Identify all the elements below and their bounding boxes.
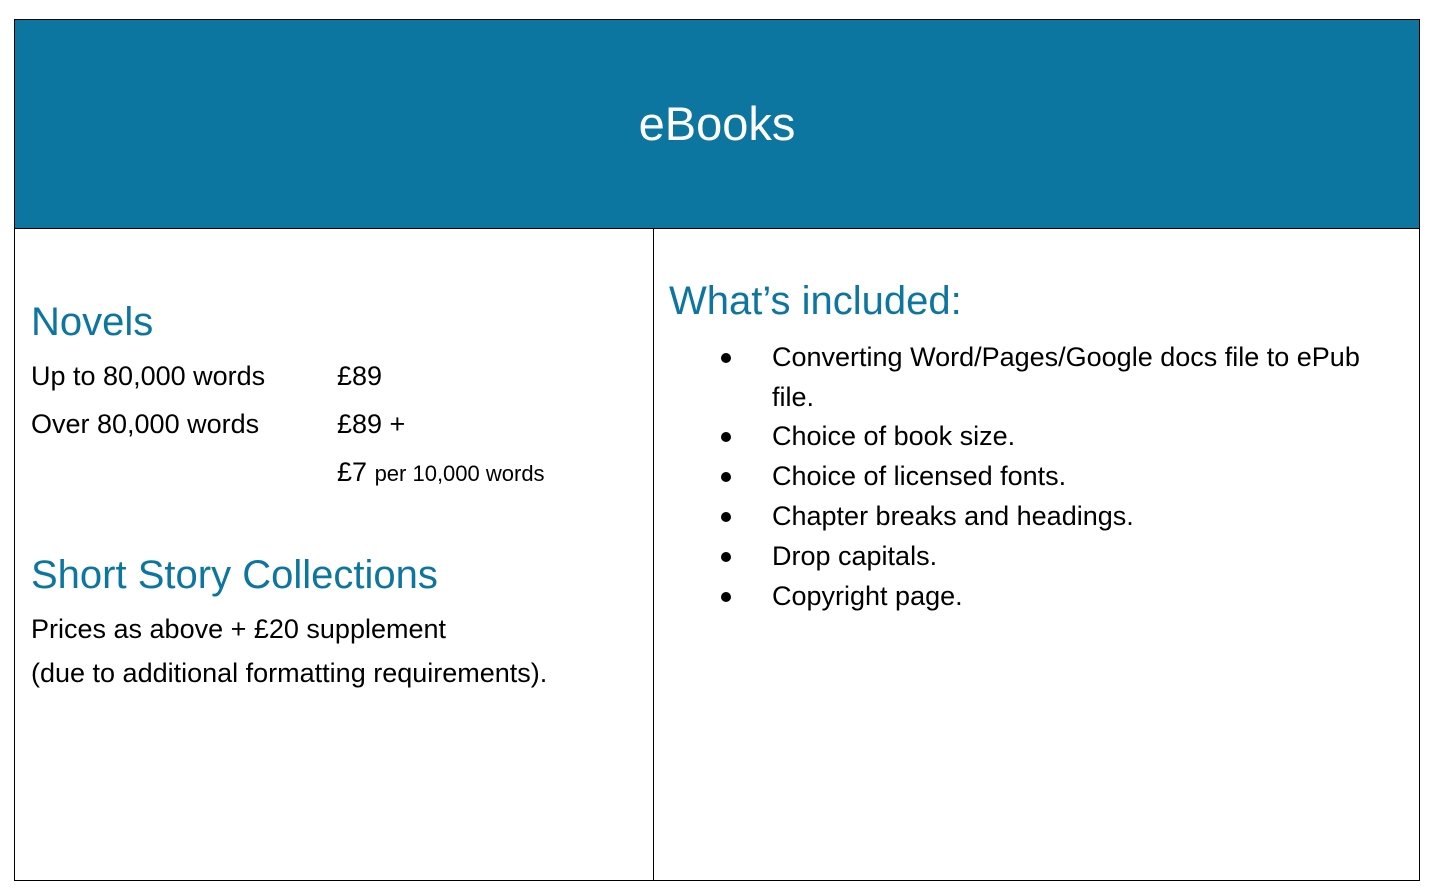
novels-extra-price-line — [337, 456, 545, 490]
bullet-icon — [721, 552, 731, 562]
novels-row-2-price: £89 + — [337, 409, 406, 439]
list-item-text: Converting Word/Pages/Google docs file to ePub file. — [772, 342, 1360, 412]
novels-row-1-label: Up to 80,000 words — [31, 361, 266, 391]
list-item-text: Choice of licensed fonts. — [772, 461, 1067, 491]
list-item-text: Drop capitals. — [772, 541, 938, 571]
bullet-icon — [721, 353, 731, 363]
header-banner — [15, 20, 1419, 229]
bullet-icon — [721, 592, 731, 602]
novels-row-1-price: £89 — [337, 361, 383, 391]
short-stories-line-2: (due to additional formatting requirements). — [31, 658, 548, 688]
novels-extra-price: £7 — [337, 457, 368, 487]
bullet-icon — [721, 432, 731, 442]
column-divider — [653, 229, 654, 880]
bullet-icon — [721, 512, 731, 522]
included-heading: What’s included: — [669, 279, 962, 323]
short-stories-heading: Short Story Collections — [31, 553, 438, 597]
list-item-text: Choice of book size. — [772, 421, 1016, 451]
bullet-icon — [721, 472, 731, 482]
novels-heading: Novels — [31, 300, 154, 344]
list-item-text: Copyright page. — [772, 581, 963, 611]
list-item-text: Chapter breaks and headings. — [772, 501, 1134, 531]
novels-extra-unit: per 10,000 words — [374, 461, 545, 486]
novels-row-2-label: Over 80,000 words — [31, 409, 260, 439]
short-stories-line-1: Prices as above + £20 supplement — [31, 614, 447, 644]
pricing-table — [14, 19, 1420, 881]
page-title: eBooks — [638, 97, 796, 150]
